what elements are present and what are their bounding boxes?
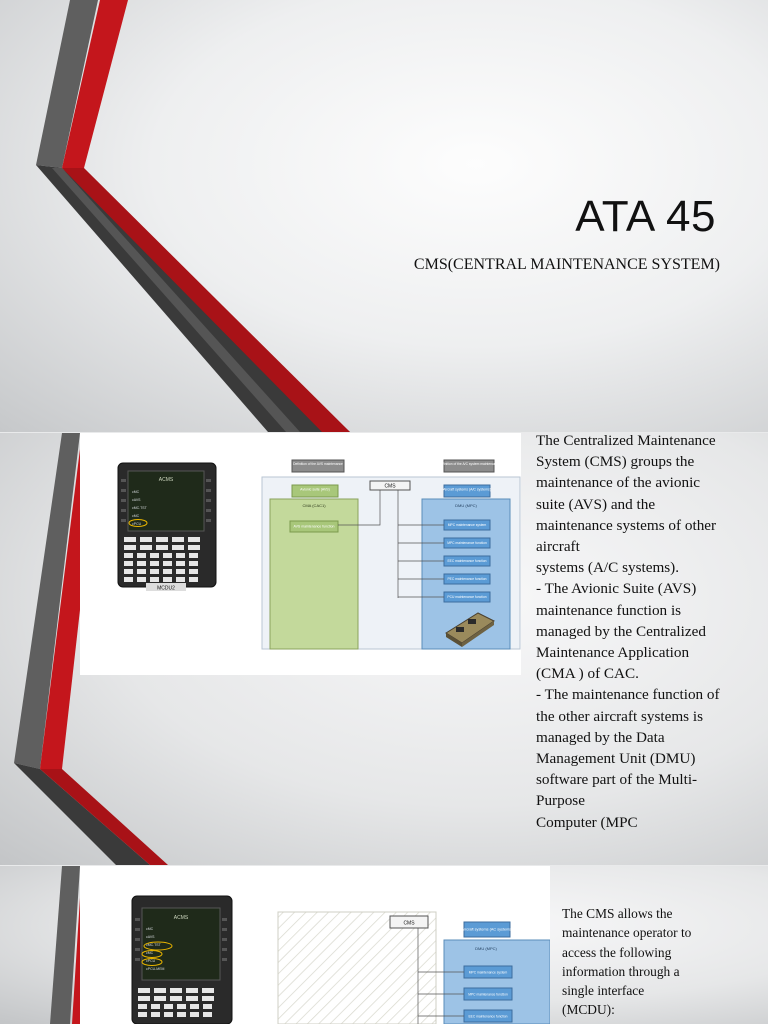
dmu-item-label: PEC maintenance function xyxy=(447,577,487,581)
cms-architecture-figure xyxy=(80,433,521,675)
dmu-item-label: PCU maintenance function xyxy=(447,595,487,599)
mcdu-screen-title: ACMS xyxy=(173,915,189,921)
svg-text:cMC.TST: cMC.TST xyxy=(132,506,147,510)
avs-hatched-area xyxy=(278,912,436,1024)
slide-body-text: The CMS allows the maintenance operator to access the following information through a single interface (MCDU): xyxy=(562,906,692,1018)
dmu-item-label: MPC maintenance system xyxy=(447,523,487,527)
slide-subtitle: CMS(CENTRAL MAINTENANCE SYSTEM) xyxy=(413,256,720,273)
slide-title: ATA 45 xyxy=(575,192,716,241)
cma-label: CMA (CAC1) xyxy=(302,503,326,508)
mcdu-screen-title: ACMS xyxy=(158,477,174,483)
svg-text:cPCU-MEM: cPCU-MEM xyxy=(146,967,165,971)
cms-access-diagram xyxy=(80,866,550,1024)
mcdu-device xyxy=(132,896,232,1024)
svg-text:cMC: cMC xyxy=(146,951,154,955)
svg-text:cMC: cMC xyxy=(132,490,140,494)
slide-body-text: The Centralized Maintenance System (CMS) groups the maintenance of the avionic suite (AVS) and the maintenance systems of other aircraft systems (A/C systems). - The Avionic Suite (AVS) maintenance function is managed by the Centralized Maintenance Application (CMA ) of CAC. - The maintenance function of the other aircraft systems is managed by the Data Management Unit (DMU) software part of the Multi- Purpose Computer (MPC xyxy=(536,433,720,831)
svg-text:Definition of the A/C system m: Definition of the A/C system maintenance xyxy=(438,462,500,466)
dmu-item-list xyxy=(464,966,512,1022)
svg-text:cAVS: cAVS xyxy=(146,935,155,939)
svg-text:Avionic suite (AVS): Avionic suite (AVS) xyxy=(300,487,330,492)
cms-access-figure xyxy=(80,866,550,1024)
mcdu-device xyxy=(118,463,216,592)
dmu-item-label: MPC maintenance system xyxy=(468,970,508,975)
title-slide xyxy=(0,0,768,432)
svg-text:cMC: cMC xyxy=(132,514,140,518)
svg-text:Definition of the AVS maintena: Definition of the AVS maintenance xyxy=(293,462,343,466)
cms-architecture-diagram xyxy=(80,433,521,675)
mcdu-caption: MCDU2 xyxy=(157,585,175,592)
cms-overview-slide xyxy=(0,433,768,865)
svg-text:cAVS: cAVS xyxy=(132,498,141,502)
dmu-item-label: EEC maintenance function xyxy=(447,559,487,563)
dmu-item-label: MPC maintenance function xyxy=(447,541,487,545)
svg-text:CMS: CMS xyxy=(403,920,415,927)
cms-access-slide xyxy=(0,866,768,1024)
svg-text:AVS maintenance function: AVS maintenance function xyxy=(293,524,335,529)
dmu-label: DMU (MPC) xyxy=(455,503,477,508)
svg-text:cPCU: cPCU xyxy=(132,522,142,526)
dmu-item-label: EEC maintenance function xyxy=(468,1014,508,1019)
svg-text:CMS: CMS xyxy=(384,483,396,490)
svg-text:Aircraft systems (A/C systems): Aircraft systems (A/C systems) xyxy=(443,487,491,492)
svg-text:cPCU: cPCU xyxy=(146,959,156,963)
svg-text:cMC.TST: cMC.TST xyxy=(146,943,161,947)
svg-text:cMC: cMC xyxy=(146,927,154,931)
dmu-label: DMU (MPC) xyxy=(475,946,497,951)
svg-text:Aircraft systems (AC systems): Aircraft systems (AC systems) xyxy=(461,927,513,932)
dmu-item-label: MPC maintenance function xyxy=(468,992,508,997)
